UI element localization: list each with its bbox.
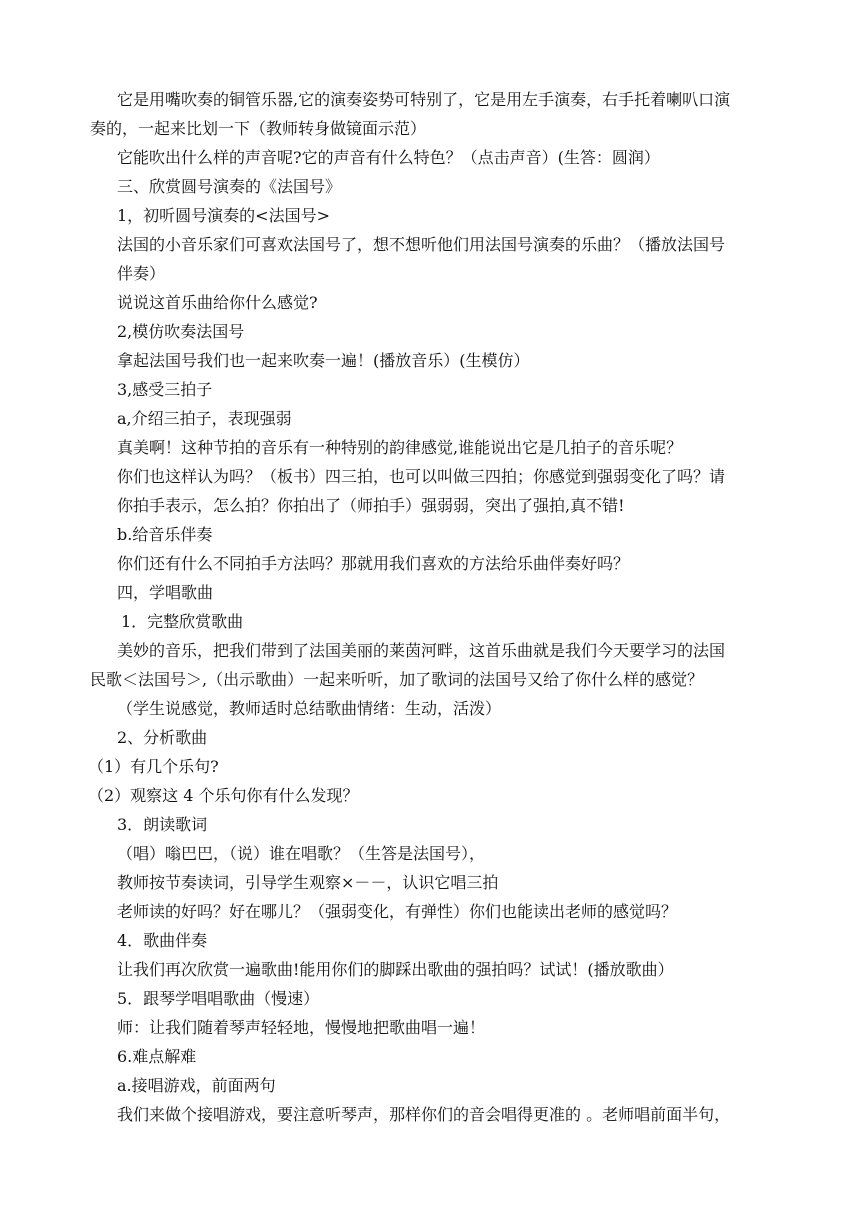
- section-heading: 四，学唱歌曲: [117, 583, 214, 602]
- subheading: 2、分析歌曲: [117, 728, 208, 747]
- text-line: 老师读的好吗？好在哪儿？（强弱变化，有弹性）你们也能读出老师的感觉吗？: [117, 902, 678, 921]
- text-line: 你拍手表示，怎么拍？你拍出了（师拍手）强弱弱，突出了强拍,真不错!: [117, 496, 625, 515]
- subheading: 3．朗读歌词: [117, 815, 208, 834]
- subheading: 3,感受三拍子: [117, 380, 213, 399]
- text-line: （学生说感觉，教师适时总结歌曲情绪：生动，活泼）: [117, 699, 502, 718]
- text-line: 真美啊！这种节拍的音乐有一种特别的韵律感觉,谁能说出它是几拍子的音乐呢？: [117, 438, 683, 457]
- text-line: 我们来做个接唱游戏，要注意听琴声，那样你们的音会唱得更准的 。老师唱前面半句，: [117, 1105, 731, 1124]
- section-heading: 三、欣赏圆号演奏的《法国号》: [117, 177, 342, 196]
- text-line: 民歌＜法国号＞,（出示歌曲）一起来听听，加了歌词的法国号又给了你什么样的感觉？: [90, 670, 704, 689]
- list-item: （2）观察这 4 个乐句你有什么发现？: [88, 786, 359, 805]
- text-line: 你们也这样认为吗？（板书）四三拍，也可以叫做三四拍；你感觉到强弱变化了吗？请: [117, 467, 726, 486]
- text-line: 它是用嘴吹奏的铜管乐器,它的演奏姿势可特别了，它是用左手演奏，右手托着喇叭口演: [117, 90, 731, 109]
- subheading: a.接唱游戏，前面两句: [117, 1076, 276, 1095]
- subheading: b.给音乐伴奏: [117, 525, 213, 544]
- text-line: 伴奏）: [117, 264, 166, 283]
- text-line: 美妙的音乐，把我们带到了法国美丽的莱茵河畔，这首乐曲就是我们今天要学习的法国: [117, 641, 726, 660]
- text-line: 奏的，一起来比划一下（教师转身做镜面示范）: [90, 119, 427, 138]
- text-line: 教师按节奏读词，引导学生观察×－－，认识它唱三拍: [117, 873, 499, 892]
- subheading: 2,模仿吹奏法国号: [117, 322, 245, 341]
- subheading: 1．完整欣赏歌曲: [121, 612, 244, 631]
- subheading: 6.难点解难: [117, 1047, 197, 1066]
- text-line: （唱）嗡巴巴，（说）谁在唱歌？（生答是法国号），: [117, 844, 486, 863]
- text-line: 它能吹出什么样的声音呢?它的声音有什么特色？（点击声音）(生答：圆润）: [117, 148, 660, 167]
- subheading: 1，初听圆号演奏的<法国号>: [117, 206, 330, 225]
- subheading: 5．跟琴学唱唱歌曲（慢速）: [117, 989, 320, 1008]
- text-line: 说说这首乐曲给你什么感觉?: [117, 293, 318, 312]
- text-line: 让我们再次欣赏一遍歌曲!能用你们的脚踩出歌曲的强拍吗？试试！(播放歌曲）: [117, 960, 674, 979]
- list-item: （1）有几个乐句?: [88, 757, 219, 776]
- text-line: 拿起法国号我们也一起来吹奏一遍！(播放音乐）(生模仿）: [117, 351, 530, 370]
- text-line: 法国的小音乐家们可喜欢法国号了，想不想听他们用法国号演奏的乐曲？（播放法国号: [117, 235, 726, 254]
- text-line: 师：让我们随着琴声轻轻地，慢慢地把歌曲唱一遍！: [117, 1018, 486, 1037]
- subheading: 4．歌曲伴奏: [117, 931, 208, 950]
- text-line: 你们还有什么不同拍手方法吗？那就用我们喜欢的方法给乐曲伴奏好吗？: [117, 554, 630, 573]
- subheading: a,介绍三拍子，表现强弱: [117, 409, 292, 428]
